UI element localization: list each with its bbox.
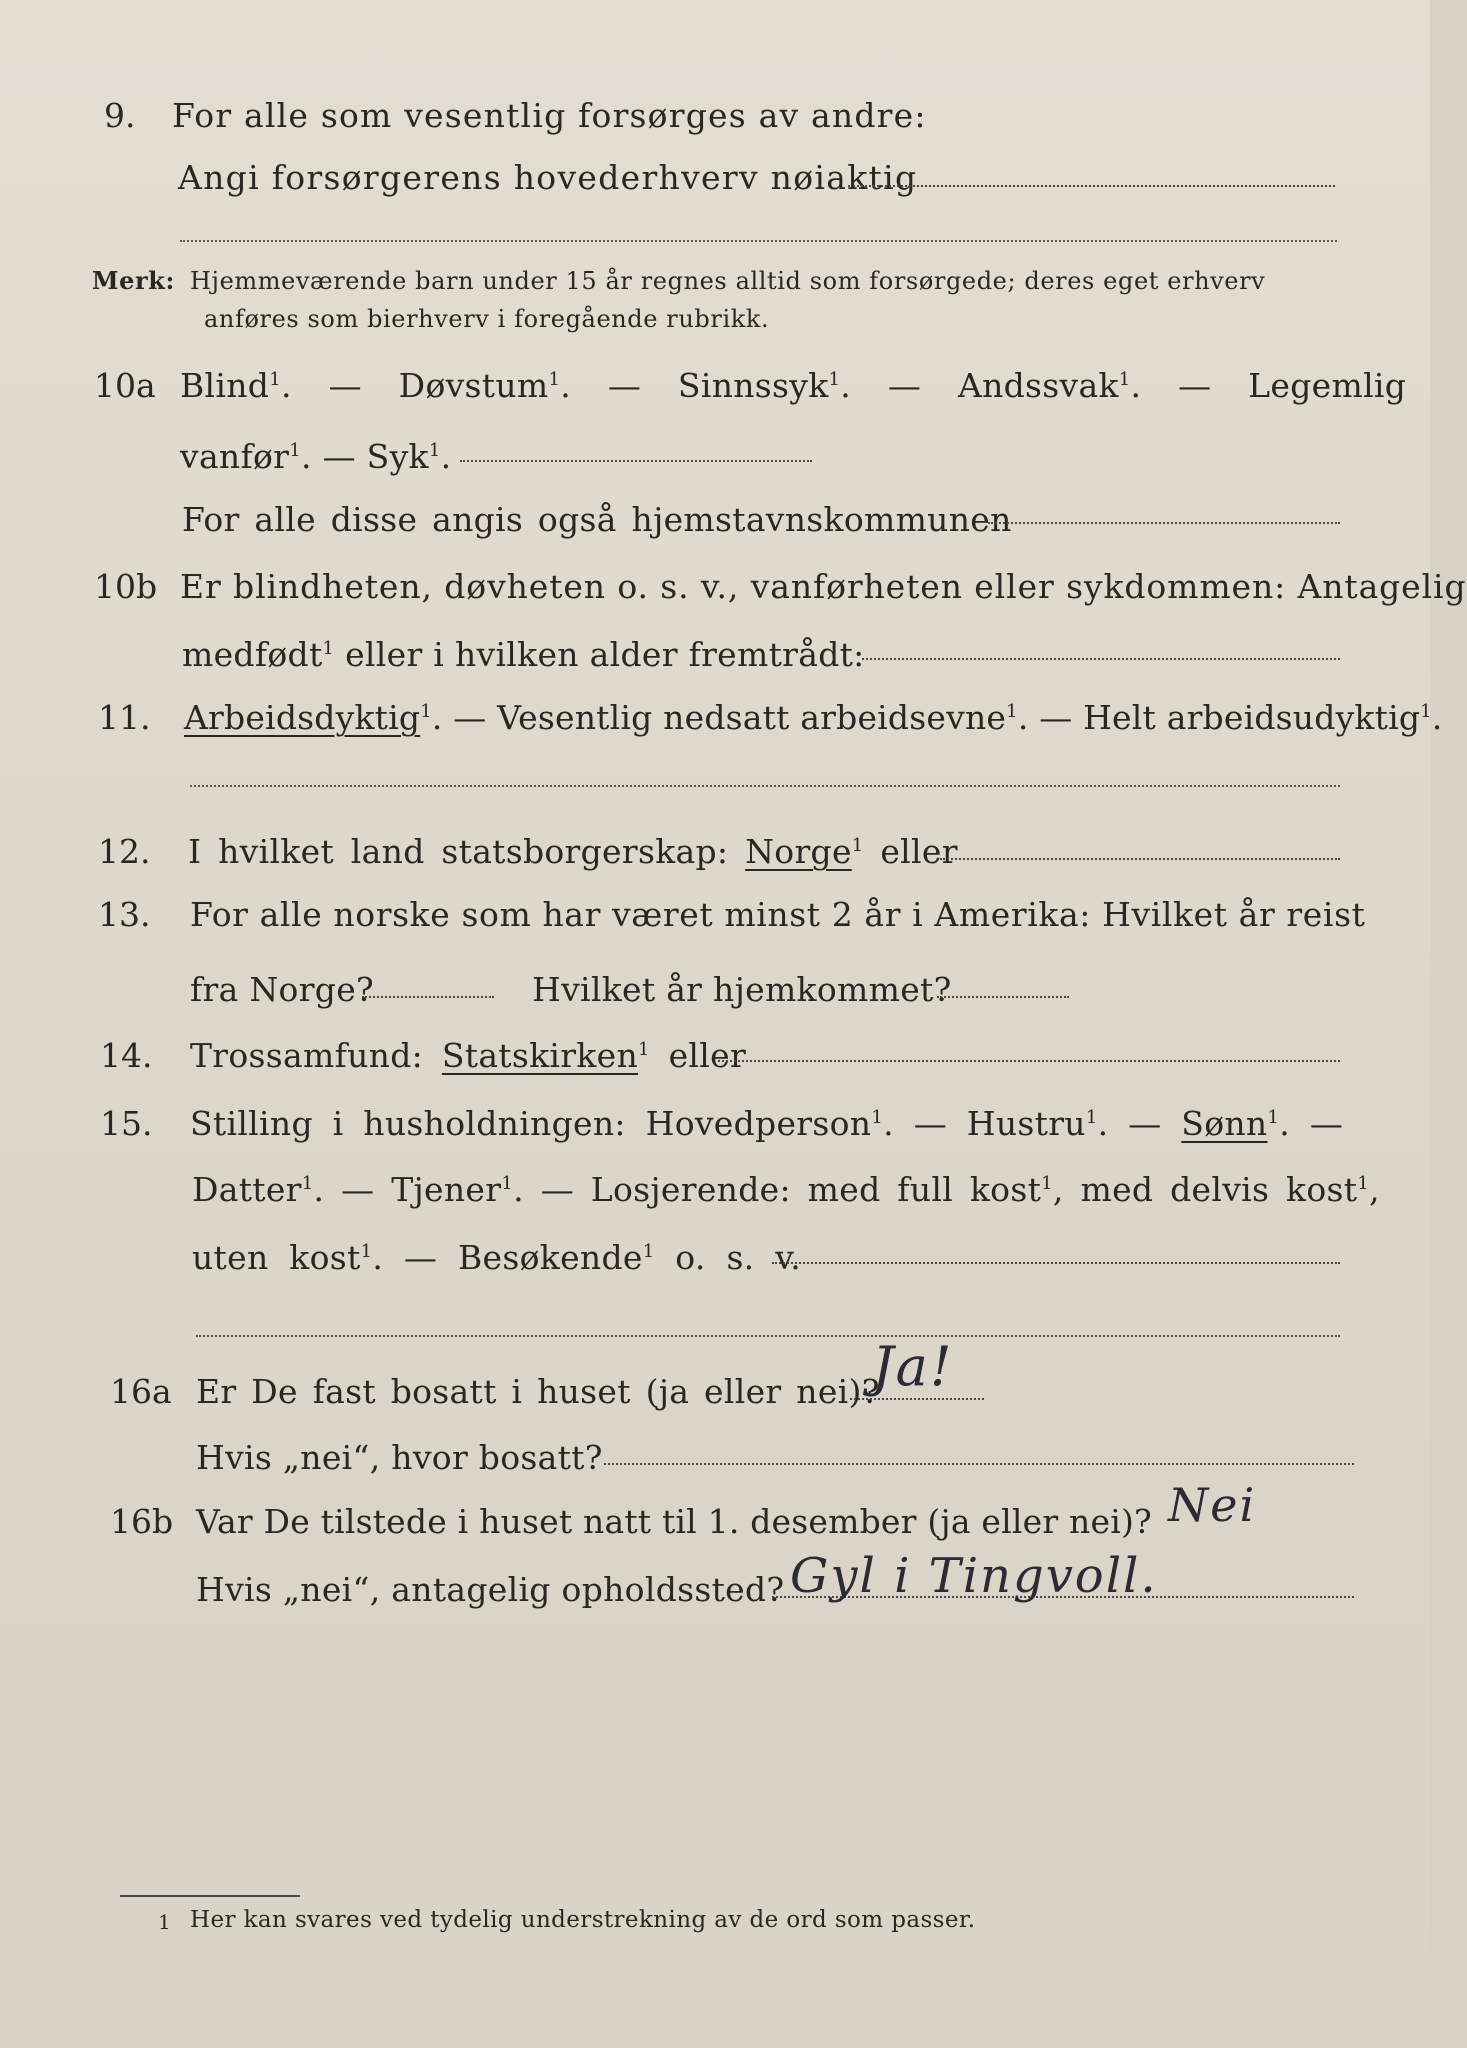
q15-answer-line-2[interactable] [196,1335,1340,1337]
sup-mark: 1 [428,440,441,461]
q10b-medfodt[interactable]: medfødt [182,635,323,674]
q13-line1: For alle norske som har været minst 2 år i Amerika: Hvilket år reist [190,895,1366,934]
sup-mark: 1 [420,701,432,722]
q12-norge-underlined[interactable]: Norge [745,832,852,871]
q14-statskirken-underlined[interactable]: Statskirken [441,1036,639,1075]
sup-mark: 1 [1118,369,1131,390]
sup-mark: 1 [289,440,301,461]
q10a-hjemstavn-answer-line[interactable] [988,522,1340,524]
q9-line2: Angi forsørgerens hovederhverv nøiaktig [178,158,918,197]
item-number-9: 9. [104,96,136,135]
sup-mark: 1 [1041,1173,1053,1194]
q15-tjener[interactable]: . — Tjener [313,1170,502,1209]
q16a-line2: Hvis „nei“, hvor bosatt? [196,1438,603,1477]
q10a-line1 [180,366,1406,406]
q15-hovedperson[interactable]: Stilling i husholdningen: Hovedperson [190,1104,872,1143]
q16b-line1: Var De tilstede i huset natt til 1. desember (ja eller nei)? [196,1502,1152,1541]
q11-udyktig[interactable]: . — Helt arbeidsudyktig [1017,698,1421,737]
q15-datter[interactable]: Datter [192,1170,302,1209]
q16a-handwritten-answer[interactable]: Ja! [872,1335,954,1398]
q13-reist-answer-line[interactable] [362,996,494,998]
q10b-line1: Er blindheten, døvheten o. s. v., vanførheten eller sykdommen: Antagelig [180,567,1467,606]
sup-mark: 1 [851,835,864,856]
q14-question: Trossamfund: [190,1036,424,1075]
q15-delvis-kost[interactable]: , med delvis kost [1052,1170,1358,1209]
item-number-10b: 10b [94,567,158,606]
q16b-handwritten-opholdssted[interactable]: Gyl i Tingvoll. [790,1548,1158,1604]
sup-mark: 1 [301,1173,314,1194]
item-number-15: 15. [100,1104,153,1143]
sup-mark: 1 [1267,1107,1280,1128]
q10b-alder: eller i hvilken alder fremtrådt: [334,635,865,674]
q10a-legemlig[interactable]: . — Legemlig [1130,366,1407,405]
q15-line3 [192,1238,801,1278]
q15-full-kost[interactable]: . — Losjerende: med full kost [513,1170,1042,1209]
q12-line [188,832,958,872]
item-number-11: 11. [98,698,151,737]
q12-eller: eller [863,832,958,871]
q14-eller: eller [649,1036,747,1075]
q11-answer-line[interactable] [190,785,1340,787]
q13-line2b: Hvilket år hjemkommet? [532,970,952,1009]
q11-line [184,698,1443,738]
q15-hustru[interactable]: . — Hustru [883,1104,1086,1143]
q15-dash: . — [1097,1104,1182,1143]
q10a-syk[interactable]: . — Syk [301,437,429,476]
sup-mark: 1 [638,1039,650,1060]
q12-question: I hvilket land statsborgerskap: [188,832,729,871]
q10a-period: . [440,437,452,476]
q15-osv: o. s. v. [654,1238,802,1277]
q15-line1 [190,1104,1343,1144]
q13-line2a: fra Norge? [190,970,375,1009]
q11-arbeidsdyktig-underlined[interactable]: Arbeidsdyktig [184,698,421,737]
q15-comma: , [1369,1170,1380,1209]
footnote-rule [120,1895,300,1897]
item-number-16a: 16a [110,1372,172,1411]
sup-mark: 1 [828,369,841,390]
item-number-16b: 16b [110,1502,174,1541]
q14-answer-line[interactable] [718,1060,1340,1062]
footnote-mark: 1 [158,1910,172,1934]
q15-dash-end: . — [1279,1104,1344,1143]
q10a-blind[interactable]: Blind [180,366,270,405]
footnote-text: Her kan svares ved tydelig understrekning av de ord som passer. [190,1907,976,1933]
sup-mark: 1 [1420,701,1432,722]
merk-line2: anføres som bierhverv i foregående rubrikk. [204,305,770,333]
q15-answer-line[interactable] [772,1262,1340,1264]
q16a-line1: Er De fast bosatt i huset (ja eller nei)? [196,1372,880,1411]
sup-mark: 1 [642,1241,655,1262]
q10a-line2 [180,437,451,477]
q10a-sinnssyk[interactable]: . — Sinnssyk [560,366,829,405]
sup-mark: 1 [871,1107,884,1128]
q10a-vanfor[interactable]: vanfør [180,437,290,476]
q16b-line2: Hvis „nei“, antagelig opholdssted? [196,1570,785,1609]
q16a-bosatt-answer-line[interactable] [604,1463,1354,1465]
q10b-answer-line[interactable] [862,658,1340,660]
sup-mark: 1 [322,638,335,659]
q10a-line3: For alle disse angis også hjemstavnskommunen [182,500,1012,539]
q15-sonn-underlined[interactable]: Sønn [1181,1104,1268,1143]
item-number-13: 13. [98,895,151,934]
q13-hjemkommet-answer-line[interactable] [937,996,1069,998]
q10a-andssvak[interactable]: . — Andssvak [840,366,1119,405]
q10a-dovstum[interactable]: . — Døvstum [281,366,549,405]
q10a-syk-answer-line[interactable] [460,460,812,462]
q14-line [190,1036,746,1076]
q12-answer-line[interactable] [940,858,1340,860]
q10b-line2 [182,635,865,675]
q11-nedsatt[interactable]: . — Vesentlig nedsatt arbeidsevne [431,698,1007,737]
item-number-10a: 10a [94,366,156,405]
sup-mark: 1 [360,1241,373,1262]
q15-line2 [192,1170,1380,1210]
item-number-12: 12. [98,832,151,871]
sup-mark: 1 [269,369,282,390]
q15-uten-kost[interactable]: uten kost [192,1238,361,1277]
q16b-handwritten-answer[interactable]: Nei [1168,1478,1257,1532]
q11-period: . [1431,698,1443,737]
sup-mark: 1 [1085,1107,1098,1128]
merk-label: Merk: [92,266,175,295]
q15-besokende[interactable]: . — Besøkende [372,1238,643,1277]
sup-mark: 1 [1357,1173,1370,1194]
sup-mark: 1 [548,369,561,390]
q9-answer-line[interactable] [848,185,1335,187]
sup-mark: 1 [1006,701,1018,722]
item-number-14: 14. [100,1036,153,1075]
q9-line1: For alle som vesentlig forsørges av andre: [172,96,927,135]
q9-answer-line-2[interactable] [180,240,1337,242]
merk-line1: Hjemmeværende barn under 15 år regnes alltid som forsørgede; deres eget erhverv [190,267,1266,295]
q16a-answer-line[interactable] [850,1398,984,1400]
sup-mark: 1 [501,1173,514,1194]
